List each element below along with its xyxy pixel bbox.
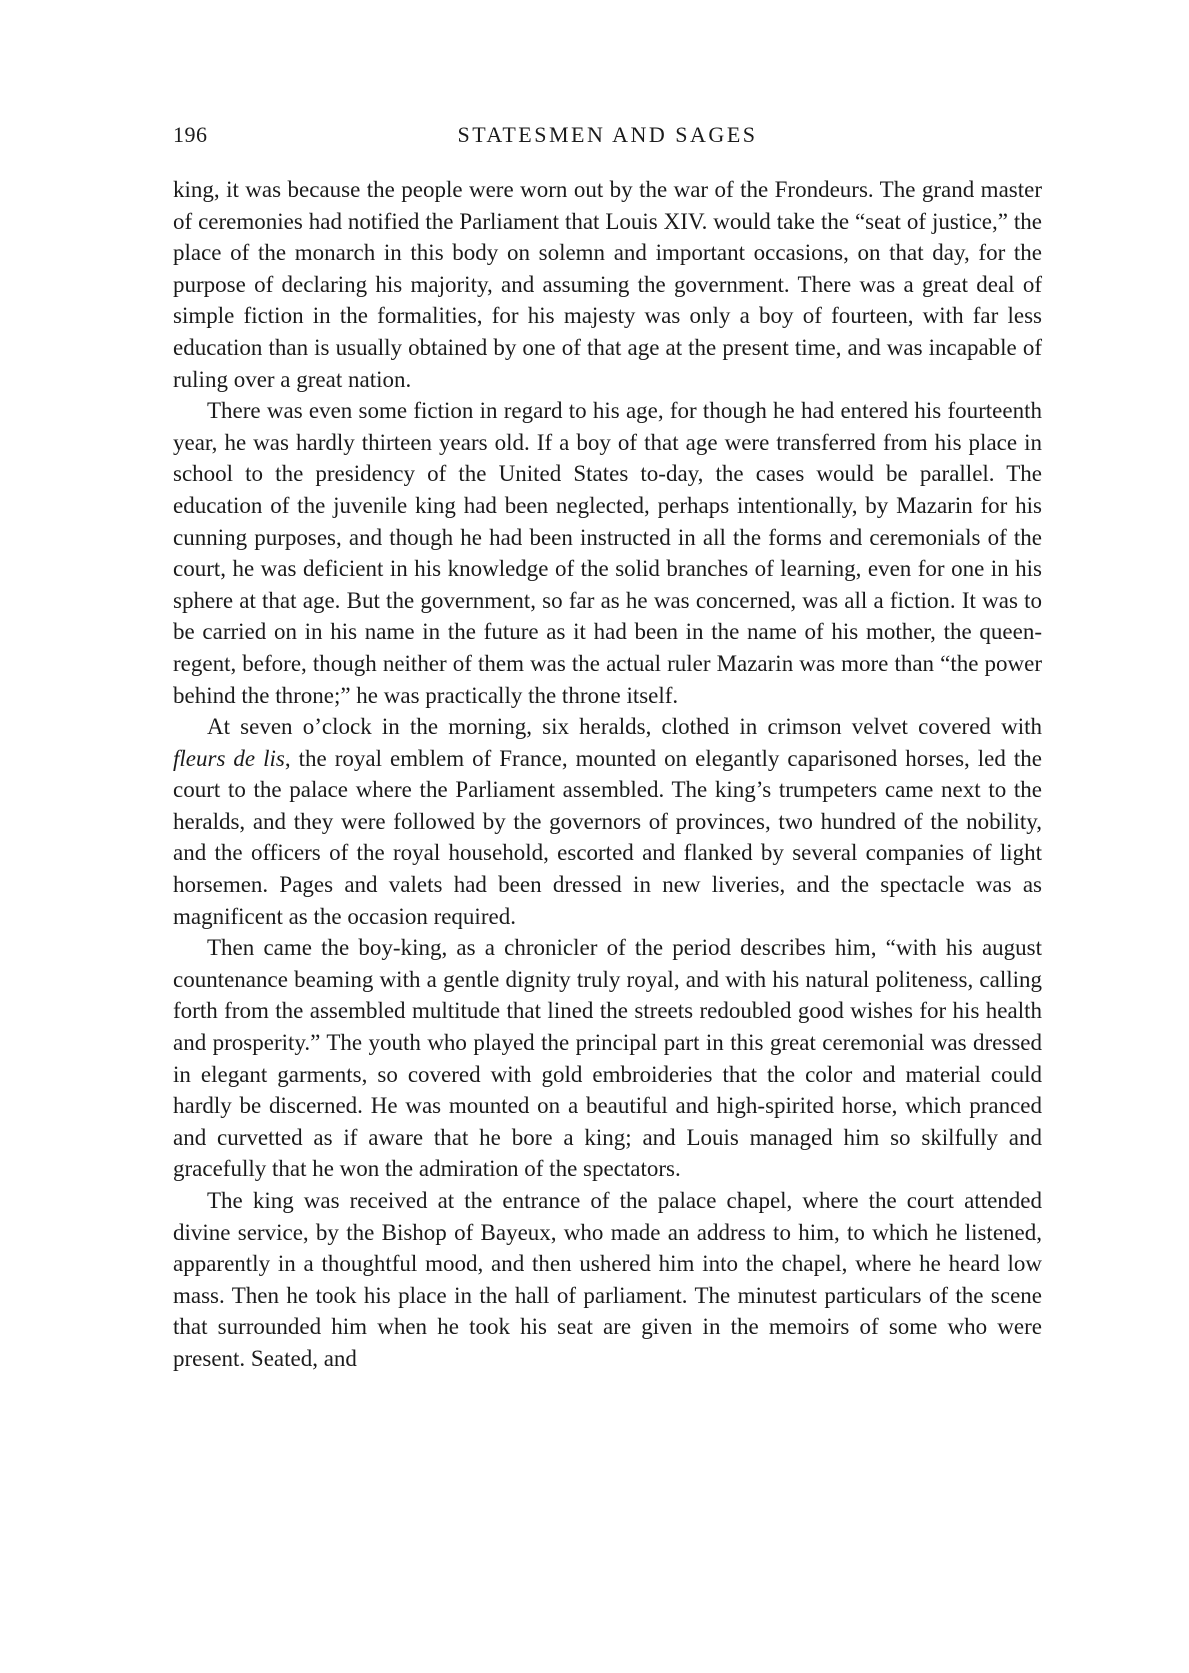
paragraph-3-italic-phrase: fleurs de lis xyxy=(173,745,285,771)
book-page xyxy=(173,122,1042,1375)
page-number: 196 xyxy=(173,122,208,147)
paragraph-4: Then came the boy-king, as a chronicler of the period describes him, “with his august countenance beaming with a gentle dignity truly royal, and with his natural politeness, calling forth from the assembled multitude that lined the streets redoubled good wishes for his health and prosperity.” The youth who played the principal part in this great ceremonial was dressed in elegant garments, so covered with gold embroideries that the color and material could hardly be discerned. He was mounted on a beautiful and high-spirited horse, which pranced and curvetted as if aware that he bore a king; and Louis managed him so skilfully and gracefully that he won the admiration of the spectators. xyxy=(173,935,1042,1182)
paragraph-1: king, it was because the people were worn out by the war of the Frondeurs. The grand master of ceremonies had notified the Parliament that Louis XIV. would take the “seat of justice,” the place of the monarch in this body on solemn and important occasions, on that day, for the purpose of declaring his majority, and assuming the government. There was a great deal of simple fiction in the formalities, for his majesty was only a boy of fourteen, with far less education than is usually obtained by one of that age at the present time, and was incapable of ruling over a great nation. xyxy=(173,177,1042,392)
paragraph-2: There was even some fiction in regard to his age, for though he had entered his fourteenth year, he was hardly thirteen years old. If a boy of that age were transferred from his place in school to the presidency of the United States to-day, the cases would be parallel. The education of the juvenile king had been neglected, perhaps intentionally, by Mazarin for his cunning purposes, and though he had been instructed in all the forms and ceremonials of the court, he was deficient in his knowledge of the solid branches of learning, even for one in his sphere at that age. But the government, so far as he was concerned, was all a fiction. It was to be carried on in his name in the future as it had been in the name of his mother, the queen-regent, before, though neither of them was the actual ruler Mazarin was more than “the power behind the throne;” he was practically the throne itself. xyxy=(173,398,1042,708)
paragraph-3 xyxy=(173,711,1042,932)
paragraph-3-text-end: , the royal emblem of France, mounted on elegantly caparisoned horses, led the court to the palace where the Parliament assembled. The king’s trumpeters came next to the heralds, and they were followed by the governors of provinces, two hundred of the nobility, and the officers of the royal household, escorted and flanked by several companies of light horsemen. Pages and valets had been dressed in new liveries, and the spectacle was as magnificent as the occasion required. xyxy=(173,745,1042,929)
running-title: STATESMEN AND SAGES xyxy=(457,122,758,147)
body-text xyxy=(173,174,1042,1375)
running-head xyxy=(173,122,1042,156)
paragraph-5: The king was received at the entrance of the palace chapel, where the court attended divine service, by the Bishop of Bayeux, who made an address to him, to which he listened, apparently in a thoughtful mood, and then ushered him into the chapel, where he heard low mass. Then he took his place in the hall of parliament. The minutest particulars of the scene that surrounded him when he took his seat are given in the memoirs of some who were present. Seated, and xyxy=(173,1188,1042,1371)
paragraph-3-text-start: At seven o’clock in the morning, six heralds, clothed in crimson velvet covered with xyxy=(207,714,1042,740)
